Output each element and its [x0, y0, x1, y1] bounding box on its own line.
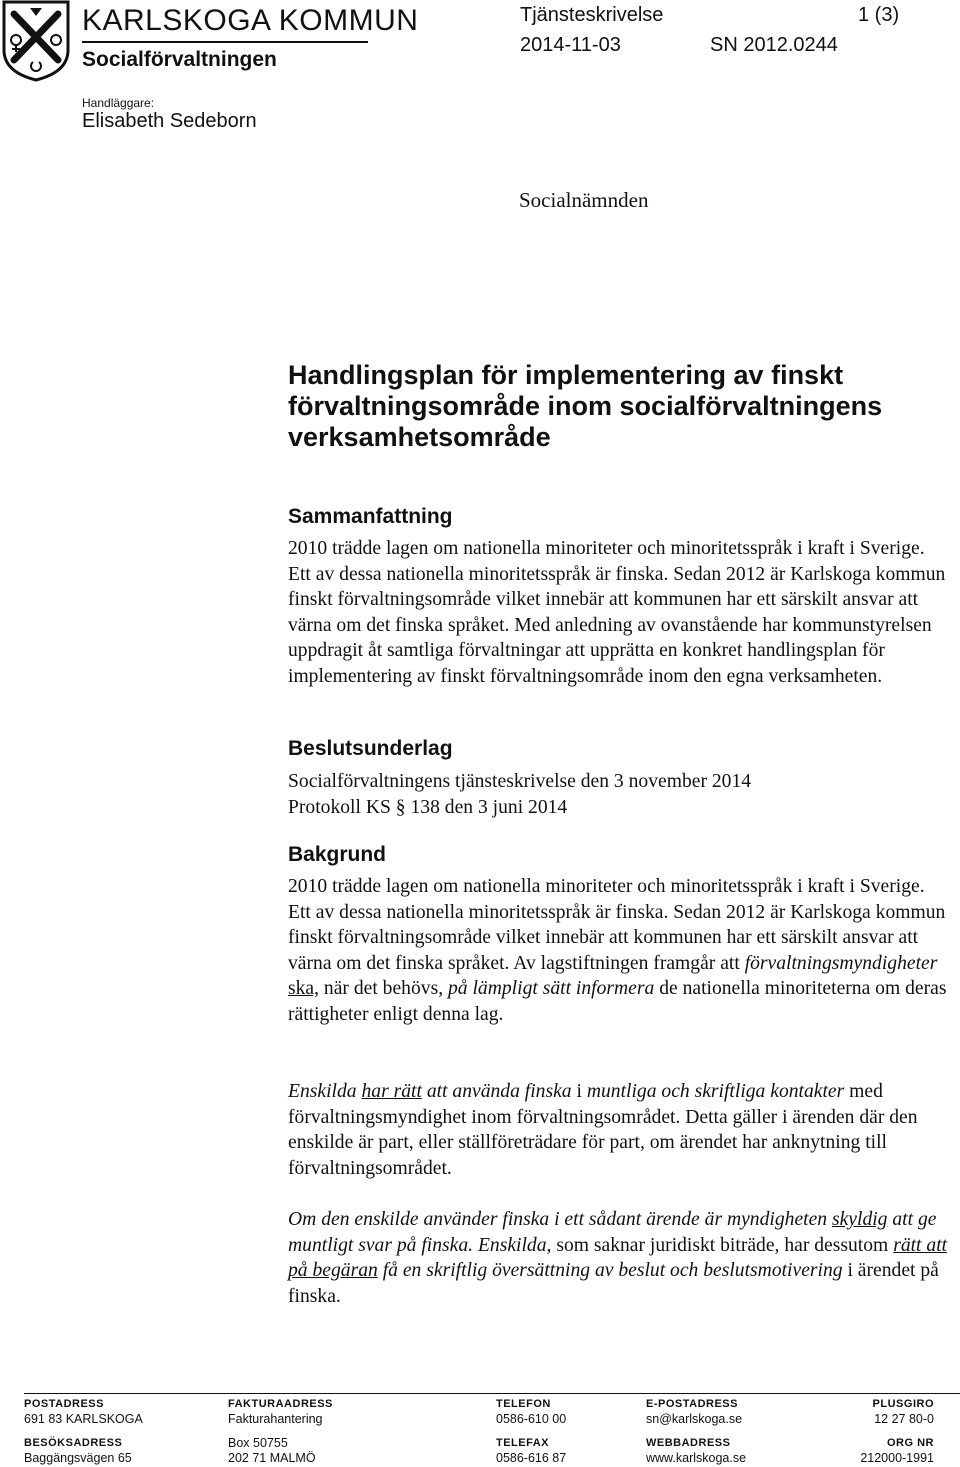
- handler-name: Elisabeth Sedeborn: [82, 110, 257, 132]
- coat-of-arms-icon: [0, 0, 72, 82]
- bg2-text-e: i: [571, 1081, 587, 1102]
- bg3-italic-f: få en skriftlig översättning av beslut och beslutsmotivering: [377, 1260, 843, 1281]
- footer-rule: [24, 1393, 960, 1394]
- web-link[interactable]: www.karlskoga.se: [646, 1451, 747, 1465]
- org-number-label: ORG NR: [887, 1437, 934, 1449]
- document-title: Handlingsplan för implementering av finskt förvaltningsområde inom socialförvaltningens verksamhetsområde: [288, 360, 883, 452]
- bg2-text-g: med förvaltningsmyndighet inom förvaltningsområdet. Detta gäller i ärenden där den enskilde är part, eller ställföreträdare för part, om ärendet har anknytning till förvaltningsområdet.: [288, 1081, 918, 1179]
- phone-label: TELEFON: [496, 1398, 551, 1410]
- invoice-line-1: Fakturahantering: [228, 1412, 323, 1426]
- organization-name: KARLSKOGA KOMMUN: [82, 4, 419, 37]
- basis-line-2-pre: Protokoll KS: [288, 797, 396, 818]
- department-name: Socialförvaltningen: [82, 48, 277, 71]
- page-number: 1 (3): [858, 4, 900, 26]
- basis-line-2-post: 138 den 3 juni 2014: [405, 797, 568, 818]
- recipient: Socialnämnden: [519, 188, 649, 212]
- header-rule: [82, 41, 368, 43]
- invoice-line-2: Box 50755: [228, 1436, 288, 1450]
- email-link[interactable]: sn@karlskoga.se: [646, 1412, 743, 1426]
- fax-label: TELEFAX: [496, 1437, 550, 1449]
- postal-address-label: POSTADRESS: [24, 1398, 104, 1410]
- visit-address-label: BESÖKSADRESS: [24, 1437, 123, 1449]
- handler-label: Handläggare:: [82, 96, 155, 110]
- background-paragraph-1: [288, 874, 948, 1027]
- summary-heading: Sammanfattning: [288, 505, 453, 528]
- bg2-italic-f: muntliga och skriftliga kontakter: [586, 1081, 845, 1102]
- bg2-italic-d: att använda finska: [421, 1081, 572, 1102]
- footer-contact-column: [646, 1397, 746, 1466]
- visit-address-value: Baggängsvägen 65: [24, 1451, 132, 1465]
- web-label: WEBBADRESS: [646, 1437, 731, 1449]
- basis-line-1: Socialförvaltningens tjänsteskrivelse den 3 november 2014: [288, 771, 752, 792]
- bg1-italic-b: förvaltningsmyndigheter: [744, 952, 938, 974]
- document-reference: SN 2012.0244: [710, 34, 838, 56]
- plusgiro-value: 12 27 80-0: [874, 1412, 934, 1426]
- plusgiro-label: PLUSGIRO: [872, 1398, 934, 1410]
- bg1-text-g: de nationella minoriteterna om deras rättigheter enligt denna lag.: [288, 978, 947, 1025]
- bg3-italic-a: Om den enskilde använder finska i ett sådant ärende är myndigheten: [288, 1209, 832, 1230]
- bg1-text-a: 2010 trädde lagen om nationella minoriteter och minoritetsspråk i kraft i Sverige. Ett av dessa nationella minoritetsspråk är finska. Sedan 2012 är Karlskoga kommun finskt förvaltningsområde vilket innebär att kommunen har ett särskilt ansvar att värna om det finska språket. Av lagstiftningen framgår att: [288, 876, 946, 974]
- background-paragraph-2: [288, 1079, 948, 1181]
- footer-invoice-column: [228, 1397, 333, 1466]
- footer-giro-column: [860, 1397, 934, 1466]
- footer-phone-column: [496, 1397, 566, 1466]
- bg2-italic-a: Enskilda: [288, 1081, 357, 1102]
- bg1-italic-f: på lämpligt sätt informera: [448, 978, 655, 999]
- document-type: Tjänsteskrivelse: [520, 4, 664, 26]
- phone-value: 0586-610 00: [496, 1412, 567, 1426]
- bg1-underline-d: ska,: [288, 978, 320, 999]
- background-paragraph-3: [288, 1207, 948, 1309]
- bg2-underline-c: har rätt: [361, 1081, 422, 1102]
- basis-line-2: [288, 795, 948, 821]
- background-heading: Bakgrund: [288, 843, 387, 866]
- summary-paragraph: 2010 trädde lagen om nationella minoriteter och minoritetsspråk i kraft i Sverige. Ett av dessa nationella minoritetsspråk är finska. Sedan 2012 är Karlskoga kommun finskt förvaltningsområde vilket innebär att kommunen har ett särskilt ansvar att värna om det finska språket. Med anledning av ovanstående har kommunstyrelsen uppdragit åt samtliga förvaltningar att upprätta en konkret handlingsplan för implementering av finskt förvaltningsområde inom den egna verksamheten.: [288, 538, 946, 687]
- bg3-underline-e: rätt att på begäran: [288, 1234, 948, 1281]
- bg3-underline-b: skyldig: [831, 1209, 888, 1230]
- footer-address-column: [24, 1397, 143, 1466]
- bg3-italic-c: att ge muntligt svar på finska. Enskilda: [288, 1209, 937, 1256]
- section-sign: §: [395, 797, 406, 818]
- document-date: 2014-11-03: [520, 34, 621, 56]
- email-label: E-POSTADRESS: [646, 1398, 738, 1410]
- bg1-text-e: när det behövs,: [319, 978, 448, 999]
- fax-value: 0586-616 87: [496, 1451, 567, 1465]
- postal-address-value: 691 83 KARLSKOGA: [24, 1412, 143, 1426]
- invoice-address-label: FAKTURAADRESS: [228, 1398, 333, 1410]
- invoice-line-3: 202 71 MALMÖ: [228, 1451, 316, 1465]
- bg3-text-d: , som saknar juridiskt biträde, har dessutom: [546, 1234, 894, 1256]
- basis-heading: Beslutsunderlag: [288, 737, 453, 760]
- bg3-text-g: i ärendet på finska.: [288, 1260, 939, 1307]
- org-number-value: 212000-1991: [860, 1451, 934, 1465]
